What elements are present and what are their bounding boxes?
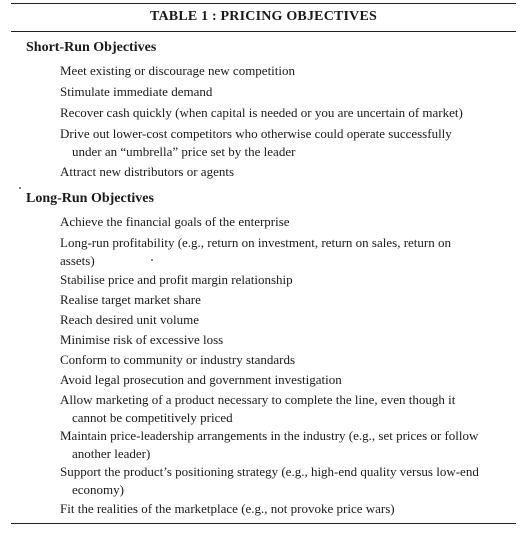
list-item [60, 125, 512, 161]
list-item [60, 500, 512, 518]
list-item [60, 213, 512, 231]
item-text-continued: assets) [60, 253, 95, 268]
item-text-continued: cannot be competitively priced [72, 410, 233, 425]
item-text: Stabilise price and profit margin relationship [60, 272, 293, 287]
scan-speck [19, 187, 21, 189]
item-text: Stimulate immediate demand [60, 84, 213, 99]
item-text: Realise target market share [60, 292, 201, 307]
list-item [60, 351, 512, 369]
item-text: Minimise risk of excessive loss [60, 332, 224, 347]
top-rule [11, 3, 516, 4]
list-item [60, 271, 512, 289]
list-item [60, 331, 512, 349]
list-item [60, 391, 512, 427]
pricing-objectives-table [11, 3, 516, 527]
item-text: Recover cash quickly (when capital is needed or you are uncertain of market) [60, 105, 463, 120]
item-text-continued: another leader) [72, 446, 151, 461]
list-item [60, 62, 512, 80]
title-rule [11, 31, 516, 32]
list-item [60, 311, 512, 329]
short-run-heading: Short-Run Objectives [26, 40, 157, 55]
long-run-heading: Long-Run Objectives [26, 191, 154, 206]
item-text-continued: under an “umbrella” price set by the leader [72, 144, 296, 159]
item-text-continued: economy) [72, 482, 124, 497]
item-text: Support the product’s positioning strategy (e.g., high-end quality versus low-end [60, 464, 479, 479]
item-text: Fit the realities of the marketplace (e.g., not provoke price wars) [60, 501, 395, 516]
list-item [60, 234, 512, 270]
item-text: Drive out lower-cost competitors who otherwise could operate successfully [60, 126, 452, 141]
list-item [60, 291, 512, 309]
list-item [60, 104, 512, 122]
item-text: Avoid legal prosecution and government investigation [60, 372, 342, 387]
item-text: Maintain price-leadership arrangements in the industry (e.g., set prices or follow [60, 428, 479, 443]
item-text: Reach desired unit volume [60, 312, 199, 327]
item-text: Achieve the financial goals of the enterprise [60, 214, 290, 229]
list-item [60, 427, 512, 463]
scan-speck [151, 259, 153, 261]
item-text: Conform to community or industry standards [60, 352, 296, 367]
item-text: Attract new distributors or agents [60, 164, 235, 179]
item-text: Long-run profitability (e.g., return on investment, return on sales, return on [60, 235, 451, 250]
list-item [60, 83, 512, 101]
bottom-rule [11, 523, 516, 524]
list-item [60, 463, 512, 499]
list-item [60, 371, 512, 389]
item-text: Allow marketing of a product necessary to complete the line, even though it [60, 392, 456, 407]
item-text: Meet existing or discourage new competition [60, 63, 296, 78]
table-title: TABLE 1 : PRICING OBJECTIVES [149, 9, 378, 24]
list-item [60, 163, 512, 181]
